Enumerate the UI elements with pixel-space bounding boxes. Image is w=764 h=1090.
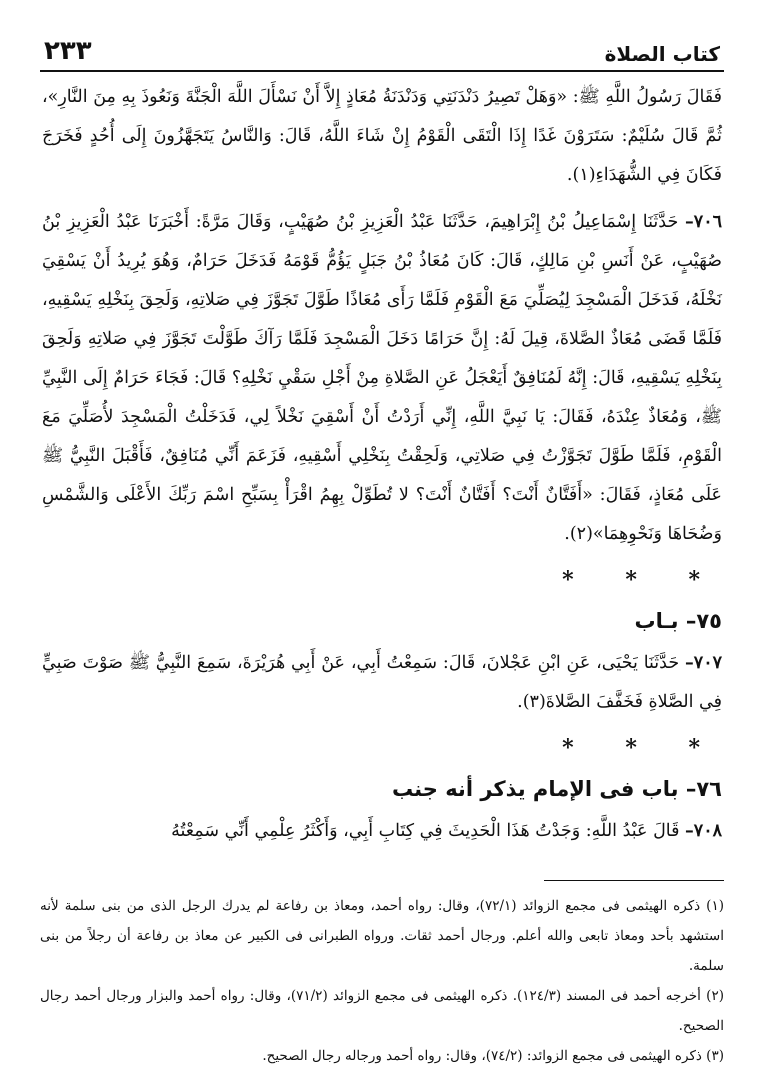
hadith-text: قَالَ عَبْدُ اللَّهِ: وَجَدْتُ هَذَا الْحَدِيثَ فِي كِتَابِ أَبِي، وَأَكْثَرُ عِلْمِي أَنِّي سَمِعْتُهُ bbox=[171, 821, 686, 841]
section-separator: * * * bbox=[562, 567, 722, 593]
footnote-3: (٣) ذكره الهيثمى فى مجمع الزوائد: (٧٤/٢)، وقال: رواه أحمد ورجاله رجال الصحيح. bbox=[262, 1048, 724, 1064]
hadith-number: ٧٠٦– bbox=[685, 212, 722, 232]
paragraph-text: فَقَالَ رَسُولُ اللَّهِ ﷺ: «وَهَلْ تَصِيرُ دَنْدَنَتِي وَدَنْدَنَةُ مُعَاذٍ إِلاَّ أَنْ نَسْأَلَ اللَّهَ الْجَنَّةَ وَنَعُوذَ بِهِ مِنَ النَّارِ»، ثُمَّ قَالَ سُلَيْمٌ: سَتَرَوْنَ غَدًا إِذَا الْتَقَى الْقَوْمُ إِنْ شَاءَ اللَّهُ، قَالَ: وَالنَّاسُ يَتَجَهَّزُونَ إِلَى أُحُدٍ فَخَرَجَ فَكَانَ فِي الشُّهَدَاءِ(١). bbox=[42, 87, 722, 185]
paragraph-continuation bbox=[42, 78, 722, 195]
footnote-2: (٢) أخرجه أحمد فى المسند (١٢٤/٣). ذكره الهيثمى فى مجمع الزوائد (٧١/٢)، وقال: رواه أحمد والبزار ورجال أحمد رجال الصحيح. bbox=[40, 988, 724, 1034]
hadith-text: حَدَّثَنَا إِسْمَاعِيلُ بْنُ إِبْرَاهِيمَ، حَدَّثَنَا عَبْدُ الْعَزِيزِ بْنُ صُهَيْبٍ، وَقَالَ مَرَّةً: أَخْبَرَنَا عَبْدُ الْعَزِيزِ بْنُ صُهَيْبٍ، عَنْ أَنَسِ بْنِ مَالِكٍ، قَالَ: كَانَ مُعَاذُ بْنُ جَبَلٍ يَؤُمُّ قَوْمَهُ فَدَخَلَ حَرَامٌ، وَهُوَ يُرِيدُ أَنْ يَسْقِيَ نَخْلَهُ، فَدَخَلَ الْمَسْجِدَ لِيُصَلِّيَ مَعَ الْقَوْمِ فَلَمَّا رَأَى مُعَاذًا طَوَّلَ تَجَوَّزَ فِي صَلاتِهِ، وَلَحِقَ بِنَخْلِهِ يَسْقِيهِ، فَلَمَّا قَضَى مُعَاذٌ الصَّلاةَ، قِيلَ لَهُ: إِنَّ حَرَامًا دَخَلَ الْمَسْجِدَ فَلَمَّا رَآكَ طَوَّلْتَ تَجَوَّزَ فِي صَلاتِهِ وَلَحِقَ بِنَخْلِهِ يَسْقِيهِ، قَالَ: إِنَّهُ لَمُنَافِقٌ أَيَعْجَلُ عَنِ الصَّلاةِ مِنْ أَجْلِ سَقْيِ نَخْلِهِ؟ قَالَ: فَجَاءَ حَرَامٌ إِلَى النَّبِيِّ ﷺ، وَمُعَاذٌ عِنْدَهُ، فَقَالَ: يَا نَبِيَّ اللَّهِ، إِنِّي أَرَدْتُ أَنْ أَسْقِيَ نَخْلاً لِي، فَدَخَلْتُ الْمَسْجِدَ لأُصَلِّيَ مَعَ الْقَوْمِ، فَلَمَّا طَوَّلَ تَجَوَّزْتُ فِي صَلاتِي، وَلَحِقْتُ بِنَخْلِي أَسْقِيهِ، فَزَعَمَ أَنِّي مُنَافِقٌ، فَأَقْبَلَ النَّبِيُّ ﷺ عَلَى مُعَاذٍ، فَقَالَ: «أَفَتَّانٌ أَنْتَ؟ أَفَتَّانٌ أَنْتَ؟ لا تُطَوِّلْ بِهِمُ اقْرَأْ بِسَبِّحِ اسْمَ رَبِّكَ الأَعْلَى وَالشَّمْسِ وَضُحَاهَا وَنَحْوِهِمَا»(٢). bbox=[42, 212, 722, 544]
footnote-divider bbox=[544, 880, 724, 881]
section-separator: * * * bbox=[562, 735, 722, 761]
running-header bbox=[40, 38, 724, 72]
chapter-title: كتاب الصلاة bbox=[604, 42, 720, 66]
hadith-number: ٧٠٨– bbox=[685, 821, 722, 841]
main-text bbox=[40, 78, 724, 851]
hadith-708 bbox=[42, 812, 722, 851]
footnotes bbox=[40, 880, 724, 1071]
hadith-text: حَدَّثَنَا يَحْيَى، عَنِ ابْنِ عَجْلانَ، قَالَ: سَمِعْتُ أَبِي، عَنْ أَبِي هُرَيْرَةَ، سَمِعَ النَّبِيُّ ﷺ صَوْتَ صَبِيٍّ فِي الصَّلاةِ فَخَفَّفَ الصَّلاةَ(٣). bbox=[42, 653, 722, 712]
hadith-707 bbox=[42, 644, 722, 722]
hadith-number: ٧٠٧– bbox=[685, 653, 722, 673]
chapter-heading-76: ٧٦– باب فى الإمام يذكر أنه جنب bbox=[391, 777, 722, 801]
chapter-heading-75: ٧٥– بـاب bbox=[634, 609, 722, 633]
footnote-1: (١) ذكره الهيثمى فى مجمع الزوائد (٧٢/١)، وقال: رواه أحمد، ومعاذ بن رفاعة لم يدرك الرجل الذى من بنى سلمة لأنه استشهد بأحد ومعاذ تابعى والله أعلم. ورجال أحمد ثقات. ورواه الطبرانى فى الكبير عن معاذ بن رفاعة أن رجلاً من بنى سلمة. bbox=[40, 898, 724, 974]
page-number: ٢٣٣ bbox=[44, 36, 92, 66]
hadith-706 bbox=[42, 203, 722, 554]
